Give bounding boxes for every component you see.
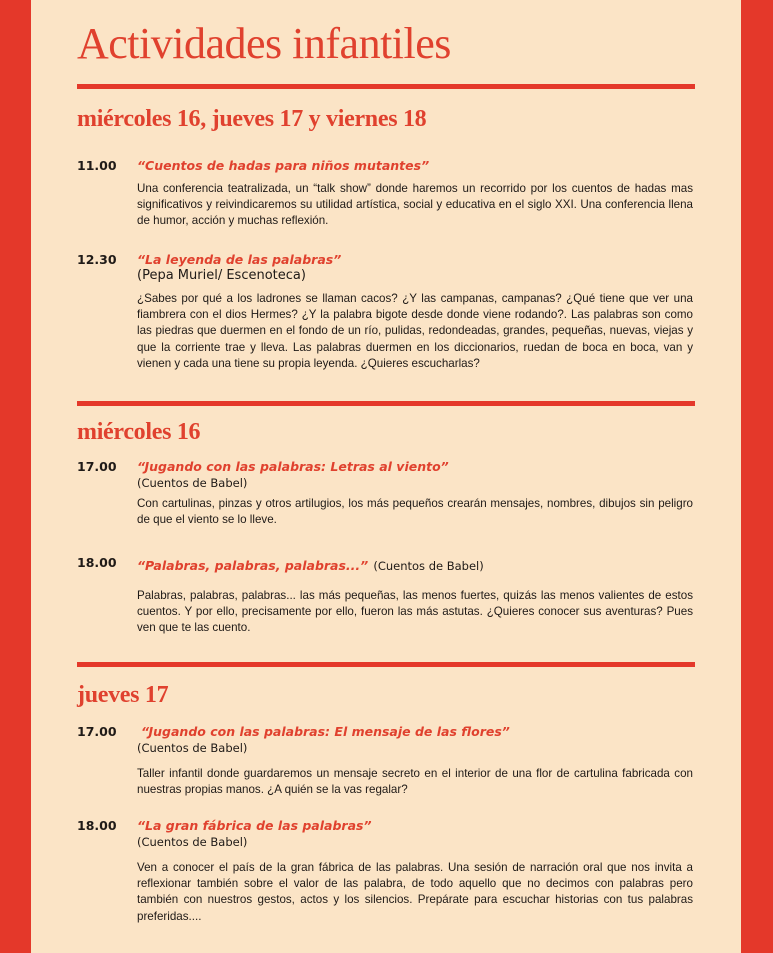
event-title: “Cuentos de hadas para niños mutantes” (137, 158, 430, 173)
event-description: ¿Sabes por qué a los ladrones se llaman cacos? ¿Y las campanas, campanas? ¿Qué tiene que ver una fiambrera con el dios Hermes? ¿Y la palabra bigote desde donde viene rodando?. Las palabras son como las piedras que duermen en el fondo de un río, pulidas, redondeadas, grandes, pequeñas, nuevas, viejas y que la corriente trae y lleva. Las palabras duermen en los diccionarios, ruedan de boca en boca, van y vienen y cada una tiene su propia leyenda. ¿Quieres escucharlas? (137, 292, 693, 370)
event-title: “Jugando con las palabras: El mensaje de las flores” (141, 724, 510, 739)
section-heading: miércoles 16, jueves 17 y viernes 18 (77, 106, 427, 132)
section-divider (77, 662, 695, 667)
section-heading: miércoles 16 (77, 419, 201, 445)
event-time: 18.00 (77, 818, 117, 833)
event-organizer: (Cuentos de Babel) (137, 476, 248, 490)
event-organizer: (Cuentos de Babel) (373, 559, 484, 573)
event-organizer: (Cuentos de Babel) (137, 741, 248, 755)
event (137, 818, 695, 925)
event-title: “Palabras, palabras, palabras...” (137, 558, 369, 573)
event-time: 12.30 (77, 252, 117, 267)
event-title: “Jugando con las palabras: Letras al viento” (137, 459, 449, 474)
event-description: Palabras, palabras, palabras... las más pequeñas, las menos fuertes, quizás las menos valientes de estos cuentos. Y por ello, precisamente por ello, fueron las más astutas. ¿Quieres conocer sus aventuras? Pues ven que te las cuento. (137, 589, 693, 635)
event-time: 11.00 (77, 158, 117, 173)
event (137, 158, 695, 230)
event (137, 724, 695, 798)
section-heading: jueves 17 (77, 682, 169, 708)
event (137, 459, 695, 528)
event-description: Con cartulinas, pinzas y otros artilugios, los más pequeños crearán mensajes, nombres, dibujos sin peligro de que el viento se lo lleve. (137, 497, 693, 527)
section-divider (77, 401, 695, 406)
page-title: Actividades infantiles (77, 19, 451, 68)
event (137, 252, 695, 372)
event-time: 18.00 (77, 555, 117, 570)
event-description: Una conferencia teatralizada, un “talk show” donde haremos un recorrido por los cuentos de hadas mas significativos y reivindicaremos su utilidad artística, social y educativa en el siglo XXI. Una conferencia llena de humor, acción y muchas reflexión. (137, 182, 693, 228)
event-organizer: (Pepa Muriel/ Escenoteca) (137, 268, 306, 283)
event-time: 17.00 (77, 459, 117, 474)
event (137, 555, 695, 637)
program-page (31, 0, 741, 953)
section-divider (77, 84, 695, 89)
event-description: Taller infantil donde guardaremos un mensaje secreto en el interior de una flor de cartulina fabricada con nuestras propias manos. ¿A quién se la vas regalar? (137, 767, 693, 797)
event-title: “La gran fábrica de las palabras” (137, 818, 372, 833)
event-title: “La leyenda de las palabras” (137, 252, 342, 267)
event-time: 17.00 (77, 724, 117, 739)
event-description: Ven a conocer el país de la gran fábrica de las palabras. Una sesión de narración oral que nos invita a reflexionar también sobre el valor de las palabra, de todo aquello que no decimos con palabras pero también con nuestros gestos, actos y los silencios. Prepárate para escuchar historias con tus palabras preferidas.... (137, 861, 693, 923)
event-organizer: (Cuentos de Babel) (137, 835, 248, 849)
